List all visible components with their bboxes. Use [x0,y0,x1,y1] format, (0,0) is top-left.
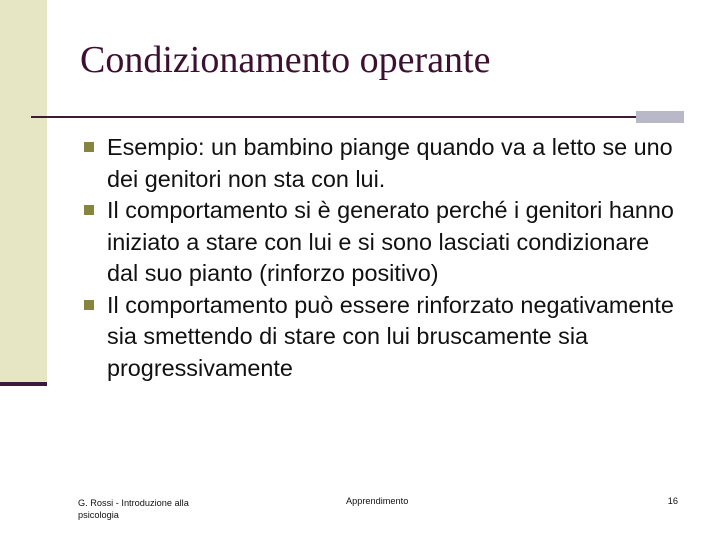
slide-title: Condizionamento operante [80,39,491,81]
bullet-text: Il comportamento si è generato perché i genitori hanno iniziato a stare con lui e si sono lasciati condizionare dal suo pianto (rinforzo positivo) [107,197,674,286]
page-number: 16 [667,496,678,506]
bullet-item [84,290,684,385]
bullet-item [84,195,684,290]
footer-section-title: Apprendimento [346,496,409,506]
side-band-accent-line [0,382,47,386]
bullet-text: Il comportamento può essere rinforzato negativamente sia smettendo di stare con lui bruscamente sia progressivamente [107,291,674,381]
square-bullet-icon [84,142,94,152]
square-bullet-icon [84,205,94,215]
title-divider-line [31,116,660,118]
bullet-list [84,132,684,384]
side-decoration-band [0,0,47,382]
footer-author: G. Rossi - Introduzione alla psicologia [78,498,189,520]
bullet-item [84,132,684,195]
bullet-text: Esempio: un bambino piange quando va a letto se uno dei genitori non sta con lui. [107,134,673,192]
square-bullet-icon [84,300,94,310]
title-divider-end-block [636,111,684,123]
